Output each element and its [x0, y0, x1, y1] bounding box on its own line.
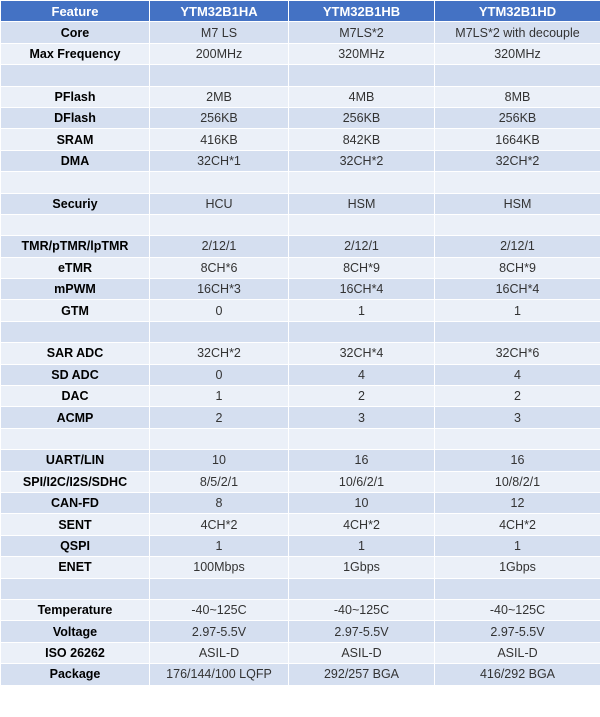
ytm32b1hb-cell: 320MHz [289, 43, 435, 64]
ytm32b1hd-cell: 32CH*6 [435, 343, 600, 364]
spacer-cell [289, 321, 435, 342]
table-row [1, 492, 600, 513]
spacer-cell [1, 321, 150, 342]
ytm32b1ha-cell: 256KB [150, 107, 289, 128]
table-row [1, 236, 600, 257]
table-body [1, 22, 600, 685]
feature-cell: Temperature [1, 599, 150, 620]
feature-cell: PFlash [1, 86, 150, 107]
feature-cell: DFlash [1, 107, 150, 128]
ytm32b1hd-cell: 4 [435, 364, 600, 385]
ytm32b1hd-cell: 16CH*4 [435, 279, 600, 300]
table-row [1, 129, 600, 150]
ytm32b1ha-cell: 16CH*3 [150, 279, 289, 300]
ytm32b1hb-cell: 3 [289, 407, 435, 428]
ytm32b1ha-cell: 8 [150, 492, 289, 513]
ytm32b1ha-cell: 2MB [150, 86, 289, 107]
table-row [1, 279, 600, 300]
ytm32b1hb-cell: 10 [289, 492, 435, 513]
table-row [1, 150, 600, 171]
spacer-cell [435, 172, 600, 193]
spacer-cell [150, 65, 289, 86]
ytm32b1hb-cell: ASIL-D [289, 642, 435, 663]
ytm32b1hd-cell: 12 [435, 492, 600, 513]
ytm32b1hb-cell: M7LS*2 [289, 22, 435, 43]
spacer-row [1, 65, 600, 86]
table-row [1, 535, 600, 556]
feature-cell: SPI/I2C/I2S/SDHC [1, 471, 150, 492]
ytm32b1ha-cell: 2 [150, 407, 289, 428]
ytm32b1hd-cell: 2 [435, 386, 600, 407]
ytm32b1hb-cell: 2.97-5.5V [289, 621, 435, 642]
header-feature: Feature [1, 1, 150, 22]
ytm32b1hb-cell: 2/12/1 [289, 236, 435, 257]
table-row [1, 86, 600, 107]
ytm32b1hd-cell: ASIL-D [435, 642, 600, 663]
feature-cell: DMA [1, 150, 150, 171]
ytm32b1hb-cell: 4MB [289, 86, 435, 107]
table-row [1, 599, 600, 620]
ytm32b1hb-cell: 8CH*9 [289, 257, 435, 278]
feature-cell: Securiy [1, 193, 150, 214]
ytm32b1ha-cell: 176/144/100 LQFP [150, 664, 289, 685]
ytm32b1hb-cell: 16CH*4 [289, 279, 435, 300]
feature-cell: Max Frequency [1, 43, 150, 64]
ytm32b1hd-cell: 1664KB [435, 129, 600, 150]
ytm32b1ha-cell: 100Mbps [150, 557, 289, 578]
table-row [1, 107, 600, 128]
feature-cell: Package [1, 664, 150, 685]
ytm32b1hb-cell: 4CH*2 [289, 514, 435, 535]
table-row [1, 450, 600, 471]
feature-cell: QSPI [1, 535, 150, 556]
table-row [1, 407, 600, 428]
ytm32b1hd-cell: 2/12/1 [435, 236, 600, 257]
ytm32b1hb-cell: -40~125C [289, 599, 435, 620]
table-row [1, 621, 600, 642]
table-row [1, 22, 600, 43]
table-row [1, 386, 600, 407]
table-row [1, 193, 600, 214]
ytm32b1hd-cell: HSM [435, 193, 600, 214]
ytm32b1hd-cell: 8CH*9 [435, 257, 600, 278]
table-row [1, 343, 600, 364]
spacer-row [1, 578, 600, 599]
header-row [1, 1, 600, 22]
ytm32b1hd-cell: 416/292 BGA [435, 664, 600, 685]
spacer-cell [435, 428, 600, 449]
spacer-cell [435, 321, 600, 342]
spacer-row [1, 172, 600, 193]
feature-cell: UART/LIN [1, 450, 150, 471]
ytm32b1hb-cell: 1 [289, 535, 435, 556]
header-ytm32b1hb: YTM32B1HB [289, 1, 435, 22]
ytm32b1ha-cell: ASIL-D [150, 642, 289, 663]
spacer-cell [150, 214, 289, 235]
spacer-cell [1, 578, 150, 599]
feature-cell: CAN-FD [1, 492, 150, 513]
ytm32b1hb-cell: 292/257 BGA [289, 664, 435, 685]
spacer-cell [150, 321, 289, 342]
spacer-cell [1, 172, 150, 193]
feature-cell: Core [1, 22, 150, 43]
table-row [1, 43, 600, 64]
feature-cell: ENET [1, 557, 150, 578]
spacer-cell [435, 214, 600, 235]
spacer-cell [289, 214, 435, 235]
table-row [1, 664, 600, 685]
feature-cell: TMR/pTMR/lpTMR [1, 236, 150, 257]
table-row [1, 257, 600, 278]
spacer-row [1, 321, 600, 342]
ytm32b1ha-cell: 1 [150, 386, 289, 407]
spacer-cell [289, 65, 435, 86]
ytm32b1ha-cell: 1 [150, 535, 289, 556]
spacer-cell [1, 214, 150, 235]
feature-cell: eTMR [1, 257, 150, 278]
spacer-cell [289, 578, 435, 599]
table-row [1, 300, 600, 321]
ytm32b1hd-cell: M7LS*2 with decouple [435, 22, 600, 43]
ytm32b1ha-cell: 0 [150, 300, 289, 321]
ytm32b1hb-cell: 1Gbps [289, 557, 435, 578]
ytm32b1ha-cell: M7 LS [150, 22, 289, 43]
ytm32b1hd-cell: 1 [435, 535, 600, 556]
table-row [1, 514, 600, 535]
ytm32b1hb-cell: 1 [289, 300, 435, 321]
ytm32b1hb-cell: 32CH*2 [289, 150, 435, 171]
ytm32b1hd-cell: 3 [435, 407, 600, 428]
ytm32b1ha-cell: 2.97-5.5V [150, 621, 289, 642]
table-row [1, 364, 600, 385]
spacer-cell [1, 428, 150, 449]
feature-cell: Voltage [1, 621, 150, 642]
ytm32b1hb-cell: HSM [289, 193, 435, 214]
ytm32b1ha-cell: 0 [150, 364, 289, 385]
ytm32b1hd-cell: 16 [435, 450, 600, 471]
feature-cell: ISO 26262 [1, 642, 150, 663]
ytm32b1hd-cell: 1Gbps [435, 557, 600, 578]
ytm32b1hd-cell: 8MB [435, 86, 600, 107]
table-row [1, 557, 600, 578]
ytm32b1hd-cell: 4CH*2 [435, 514, 600, 535]
table-row [1, 642, 600, 663]
spacer-cell [289, 172, 435, 193]
ytm32b1hd-cell: 1 [435, 300, 600, 321]
feature-cell: SENT [1, 514, 150, 535]
ytm32b1ha-cell: 32CH*1 [150, 150, 289, 171]
spacer-cell [150, 578, 289, 599]
ytm32b1ha-cell: 32CH*2 [150, 343, 289, 364]
header-ytm32b1ha: YTM32B1HA [150, 1, 289, 22]
spacer-cell [150, 428, 289, 449]
spacer-row [1, 428, 600, 449]
spacer-cell [435, 65, 600, 86]
feature-cell: mPWM [1, 279, 150, 300]
feature-cell: SAR ADC [1, 343, 150, 364]
ytm32b1hd-cell: 2.97-5.5V [435, 621, 600, 642]
ytm32b1ha-cell: 8CH*6 [150, 257, 289, 278]
feature-cell: ACMP [1, 407, 150, 428]
ytm32b1hd-cell: 320MHz [435, 43, 600, 64]
spacer-row [1, 214, 600, 235]
ytm32b1ha-cell: 416KB [150, 129, 289, 150]
ytm32b1ha-cell: 2/12/1 [150, 236, 289, 257]
spacer-cell [1, 65, 150, 86]
ytm32b1ha-cell: 4CH*2 [150, 514, 289, 535]
spacer-cell [289, 428, 435, 449]
ytm32b1ha-cell: -40~125C [150, 599, 289, 620]
ytm32b1hb-cell: 256KB [289, 107, 435, 128]
ytm32b1hd-cell: -40~125C [435, 599, 600, 620]
ytm32b1hb-cell: 32CH*4 [289, 343, 435, 364]
ytm32b1hb-cell: 10/6/2/1 [289, 471, 435, 492]
ytm32b1hb-cell: 2 [289, 386, 435, 407]
ytm32b1hb-cell: 842KB [289, 129, 435, 150]
ytm32b1hd-cell: 10/8/2/1 [435, 471, 600, 492]
ytm32b1ha-cell: 10 [150, 450, 289, 471]
feature-cell: GTM [1, 300, 150, 321]
header-ytm32b1hd: YTM32B1HD [435, 1, 600, 22]
table-row [1, 471, 600, 492]
ytm32b1hd-cell: 32CH*2 [435, 150, 600, 171]
feature-cell: SRAM [1, 129, 150, 150]
ytm32b1ha-cell: 8/5/2/1 [150, 471, 289, 492]
spacer-cell [435, 578, 600, 599]
ytm32b1ha-cell: 200MHz [150, 43, 289, 64]
feature-cell: SD ADC [1, 364, 150, 385]
ytm32b1hd-cell: 256KB [435, 107, 600, 128]
ytm32b1hb-cell: 4 [289, 364, 435, 385]
ytm32b1hb-cell: 16 [289, 450, 435, 471]
spacer-cell [150, 172, 289, 193]
ytm32b1ha-cell: HCU [150, 193, 289, 214]
feature-cell: DAC [1, 386, 150, 407]
